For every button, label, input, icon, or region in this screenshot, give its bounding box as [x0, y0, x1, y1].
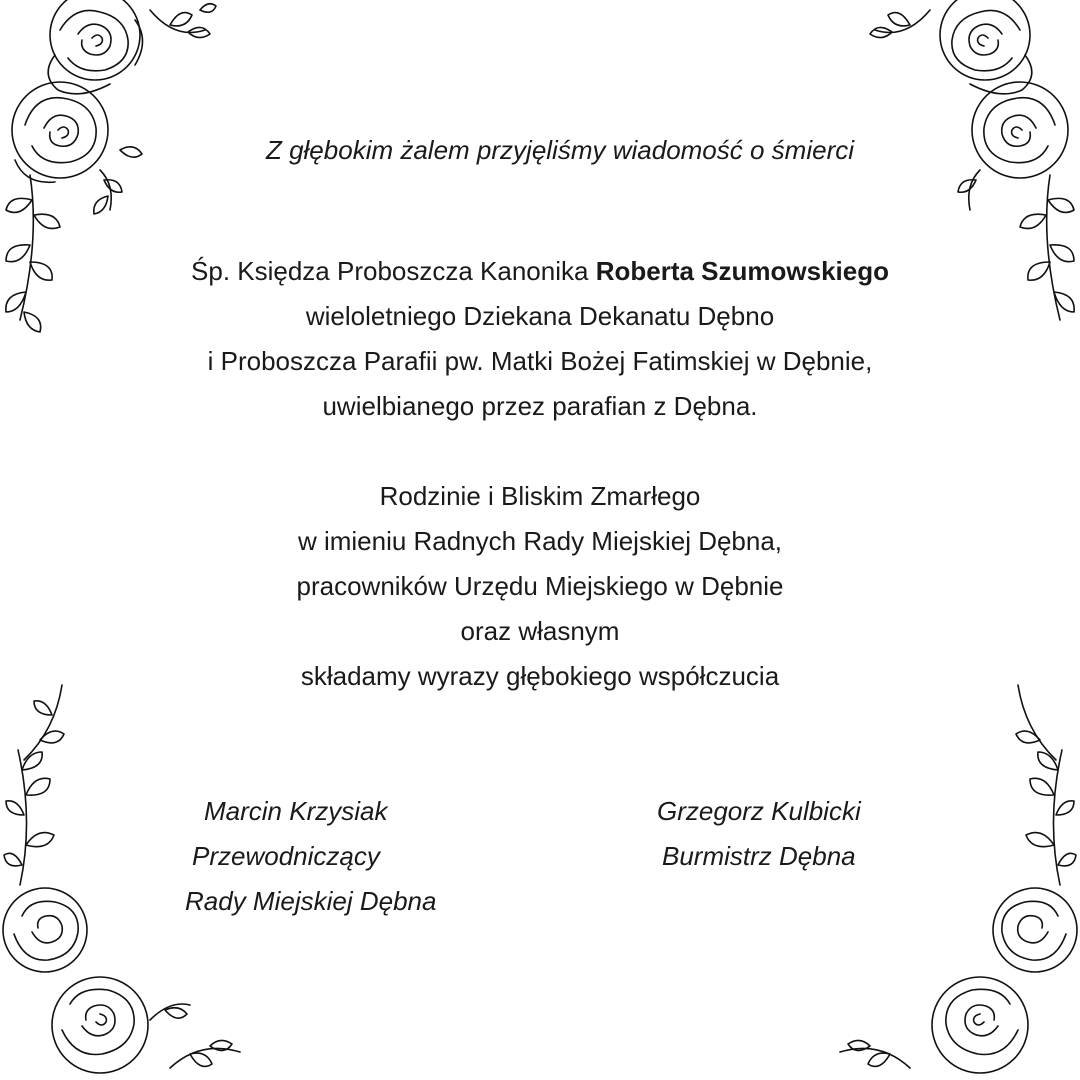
signature-right-title: Burmistrz Dębna [662, 841, 856, 871]
deceased-tribute-line: uwielbianego przez parafian z Dębna. [322, 391, 758, 421]
deceased-role-line: wieloletniego Dziekana Dekanatu Dębno [305, 301, 775, 331]
deceased-name: Roberta Szumowskiego [595, 256, 889, 286]
intro-text: Z głębokim żalem przyjęliśmy wiadomość o śmierci [265, 135, 855, 165]
condolence-line: oraz własnym [460, 616, 620, 646]
deceased-line [0, 255, 1080, 287]
condolence-line: pracowników Urzędu Miejskiego w Dębnie [296, 571, 784, 601]
condolence-line: Rodzinie i Bliskim Zmarłego [379, 481, 701, 511]
deceased-prefix: Śp. Księdza Proboszcza Kanonika [191, 256, 596, 286]
condolence-line: w imieniu Radnych Rady Miejskiej Dębna, [297, 526, 783, 556]
signature-left-title: Rady Miejskiej Dębna [185, 886, 437, 916]
signature-left-name: Marcin Krzysiak [204, 796, 388, 826]
signature-left-title: Przewodniczący [192, 841, 380, 871]
signature-right-name: Grzegorz Kulbicki [657, 796, 861, 826]
condolence-line: składamy wyrazy głębokiego współczucia [300, 661, 780, 691]
deceased-parish-line: i Proboszcza Parafii pw. Matki Bożej Fatimskiej w Dębnie, [207, 346, 873, 376]
